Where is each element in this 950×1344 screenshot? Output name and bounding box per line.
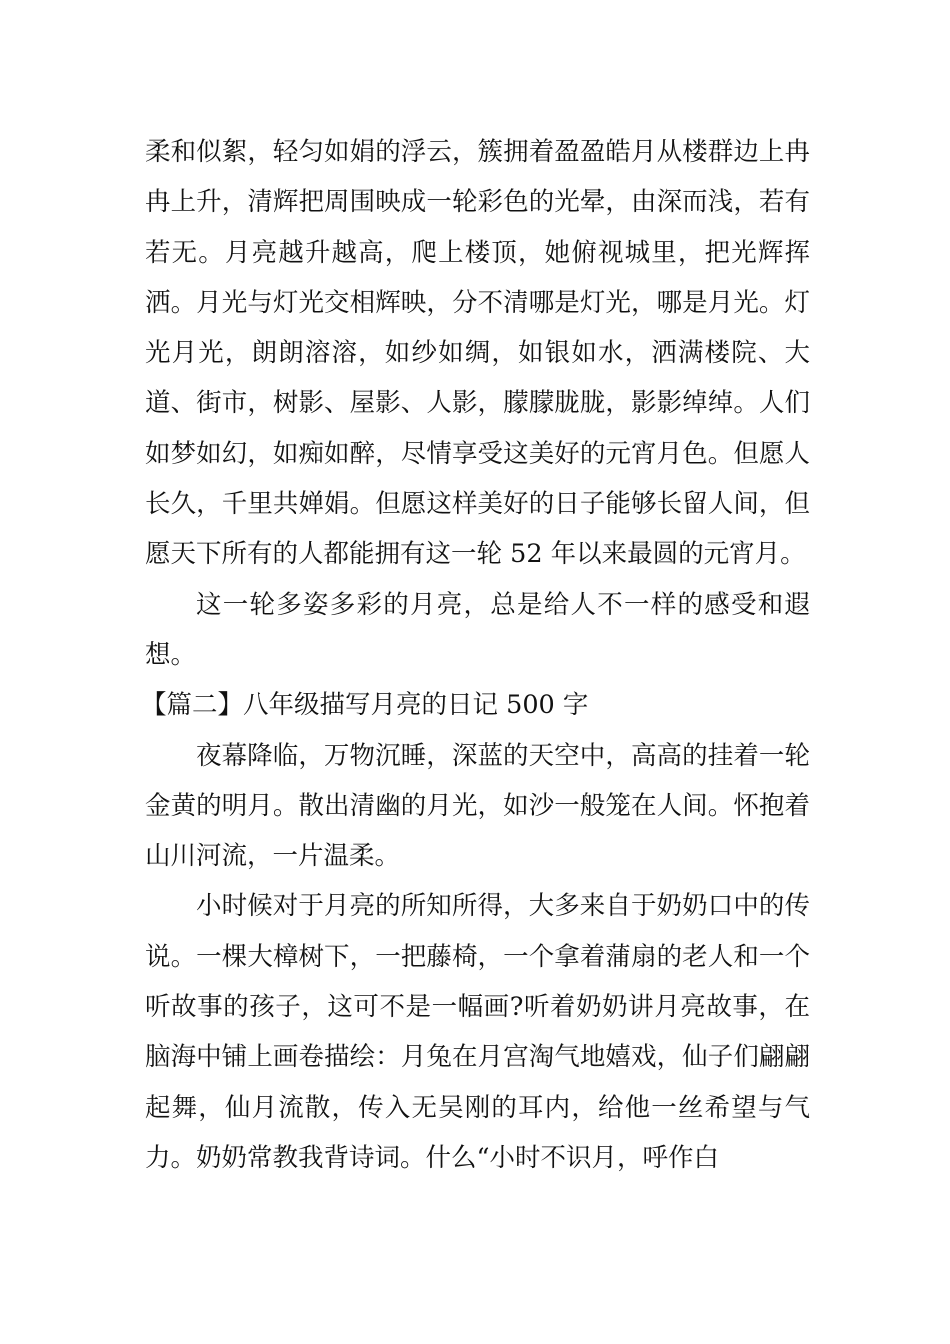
paragraph-moonlit-night: 柔和似絮，轻匀如娟的浮云，簇拥着盈盈皓月从楼群边上冉冉上升，清辉把周围映成一轮彩色的光晕，由深而浅，若有若无。月亮越升越高，爬上楼顶，她俯视城里，把光辉挥洒。月光与灯光交相辉映，分不清哪是灯光，哪是月光。灯光月光，朗朗溶溶，如纱如绸，如银如水，洒满楼院、大道、街市，树影、屋影、人影，朦朦胧胧，影影绰绰。人们如梦如幻，如痴如醉，尽情享受这美好的元宵月色。但愿人长久，千里共婵娟。但愿这样美好的日子能够长留人间，但愿天下所有的人都能拥有这一轮 52 年以来最圆的元宵月。 <box>145 137 810 570</box>
document-body <box>141 127 810 1183</box>
paragraph-childhood-legend: 小时候对于月亮的所知所得，大多来自于奶奶口中的传说。一棵大樟树下，一把藤椅，一个拿着蒲扇的老人和一个听故事的孩子，这可不是一幅画?听着奶奶讲月亮故事，在脑海中铺上画卷描绘：月兔在月宫淘气地嬉戏，仙子们翩翩起舞，仙月流散，传入无吴刚的耳内，给他一丝希望与气力。奶奶常教我背诗词。什么“小时不识月，呼作白 <box>145 891 810 1173</box>
paragraph-nightfall: 夜幕降临，万物沉睡，深蓝的天空中，高高的挂着一轮金黄的明月。散出清幽的月光，如沙一般笼在人间。怀抱着山川河流，一片温柔。 <box>145 740 810 872</box>
section-heading: 【篇二】八年级描写月亮的日记 500 字 <box>141 690 589 721</box>
paragraph-moon-reflection: 这一轮多姿多彩的月亮，总是给人不一样的感受和遐想。 <box>145 589 810 670</box>
